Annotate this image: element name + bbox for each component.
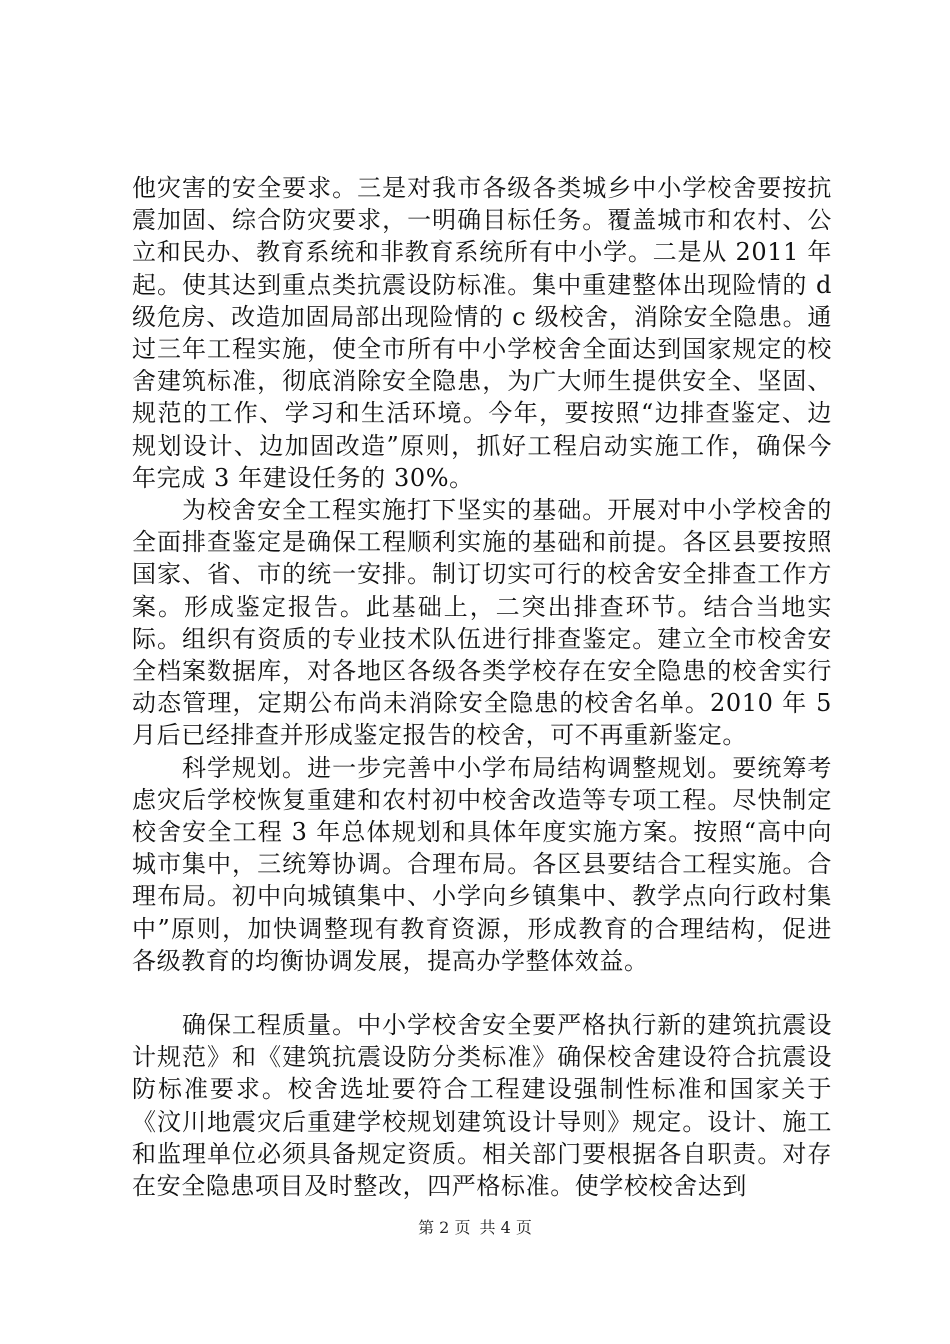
document-body	[132, 172, 832, 1202]
paragraph-spacer	[132, 977, 832, 1009]
page-footer	[0, 1218, 950, 1238]
page-number: 第 2 页	[418, 1218, 471, 1237]
paragraph-1: 他灾害的安全要求。三是对我市各级各类城乡中小学校舍要按抗震加固、综合防灾要求，一明确目标任务。覆盖城市和农村、公立和民办、教育系统和非教育系统所有中小学。二是从 2011 年起。使其达到重点类抗震设防标准。集中重建整体出现险情的 d 级危房、改造加固局部出现险情的 c 级校舍，消除安全隐患。通过三年工程实施，使全市所有中小学校舍全面达到国家规定的校舍建筑标准，彻底消除安全隐患，为广大师生提供安全、坚固、规范的工作、学习和生活环境。今年，要按照“边排查鉴定、边规划设计、边加固改造”原则，抓好工程启动实施工作，确保今年完成 3 年建设任务的 30%。	[132, 174, 832, 492]
paragraph-2: 为校舍安全工程实施打下坚实的基础。开展对中小学校舍的全面排查鉴定是确保工程顺利实施的基础和前提。各区县要按照国家、省、市的统一安排。制订切实可行的校舍安全排查工作方案。形成鉴定报告。此基础上，二突出排查环节。结合当地实际。组织有资质的专业技术队伍进行排查鉴定。建立全市校舍安全档案数据库，对各地区各级各类学校存在安全隐患的校舍实行动态管理，定期公布尚未消除安全隐患的校舍名单。2010 年 5 月后已经排查并形成鉴定报告的校舍，可不再重新鉴定。	[132, 496, 832, 750]
paragraph-4: 确保工程质量。中小学校舍安全要严格执行新的建筑抗震设计规范》和《建筑抗震设防分类标准》确保校舍建设符合抗震设防标准要求。校舍选址要符合工程建设强制性标准和国家关于《汶川地震灾后重建学校规划建筑设计导则》规定。设计、施工和监理单位必须具备规定资质。相关部门要根据各自职责。对存在安全隐患项目及时整改，四严格标准。使学校校舍达到	[132, 1011, 832, 1201]
paragraph-3: 科学规划。进一步完善中小学布局结构调整规划。要统筹考虑灾后学校恢复重建和农村初中校舍改造等专项工程。尽快制定校舍安全工程 3 年总体规划和具体年度实施方案。按照“高中向城市集中，三统筹协调。合理布局。各区县要结合工程实施。合理布局。初中向城镇集中、小学向乡镇集中、教学点向行政村集中”原则，加快调整现有教育资源，形成教育的合理结构，促进各级教育的均衡协调发展，提高办学整体效益。	[132, 753, 832, 975]
page-total: 共 4 页	[479, 1218, 532, 1237]
